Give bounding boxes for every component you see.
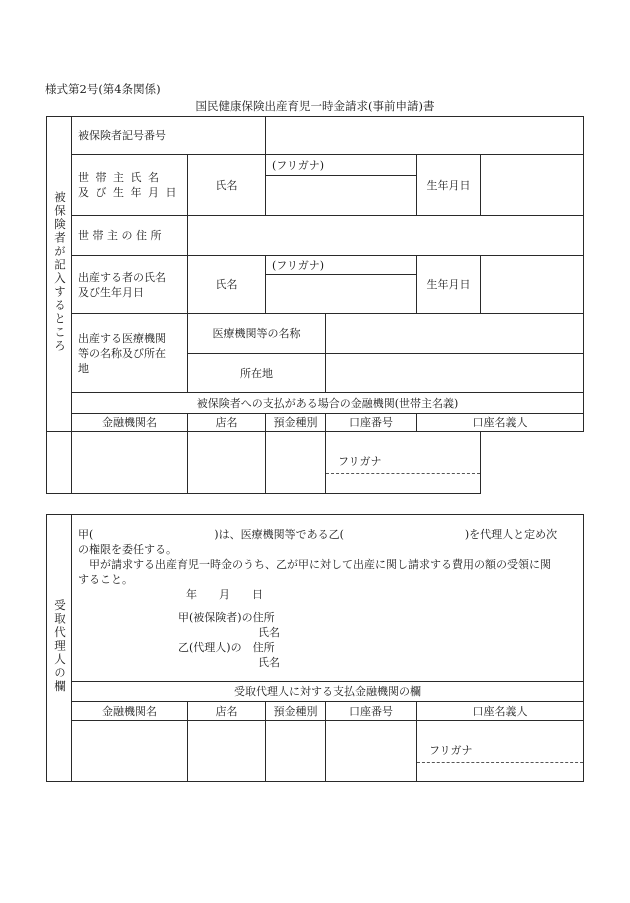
facility-address-label: 所在地 [188,354,326,393]
proxy-furigana-divider [417,762,583,763]
proxy-bank-col-name: 金融機関名 [72,702,188,721]
householder-label-line1: 世 帯 主 氏 名 [78,171,161,184]
facility-name-label: 医療機関等の名称 [188,314,326,354]
householder-birthdate-label: 生年月日 [417,155,481,216]
householder-name-label: 氏名 [188,155,266,216]
insured-number-label: 被保険者記号番号 [72,117,266,155]
delegation-line1: 甲( )は、医療機関等である乙( )を代理人と定め次 [78,527,558,541]
mother-birthdate-field[interactable] [481,256,584,314]
householder-name-birth-label [72,155,188,216]
facility-name-field[interactable] [326,314,584,354]
mother-label-line1: 出産する者の氏名 [78,270,166,284]
proxy-bank-account-holder-field[interactable] [417,721,584,782]
form-title: 国民健康保険出産育児一時金請求(事前申請)書 [195,99,435,113]
proxy-bank-col-deposit-type: 預金種別 [266,702,326,721]
proxy-bank-branch-field[interactable] [188,721,266,782]
party-b-name-label: 氏名 [258,655,280,669]
proxy-delegation-text [72,515,584,682]
bank-col-account-number: 口座番号 [326,414,417,432]
proxy-bank-col-account-holder: 口座名義人 [417,702,584,721]
proxy-section-table [46,514,584,782]
facility-label-line1: 出産する医療機関 [78,331,166,345]
mother-name-field[interactable] [266,275,417,314]
householder-name-field[interactable] [266,176,417,216]
mother-birthdate-label: 生年月日 [417,256,481,314]
householder-furigana-label: (フリガナ) [272,158,325,172]
householder-address-label: 世 帯 主 の 住 所 [72,216,188,256]
proxy-account-furigana-label: フリガナ [429,743,473,757]
form-number-label: 様式第2号(第4条関係) [45,82,161,96]
mother-furigana-field[interactable] [266,256,417,275]
householder-furigana-field[interactable] [266,155,417,176]
spacer [78,602,577,610]
bank-branch-field[interactable] [72,432,188,494]
mother-label-line2: 及び生年月日 [78,285,144,299]
insured-number-field[interactable] [266,117,584,155]
insured-side-label-cell [47,117,72,432]
bank-account-number-field[interactable] [266,432,326,494]
bank-col-name: 金融機関名 [72,414,188,432]
bank-deposit-type-field[interactable] [188,432,266,494]
bank-col-account-holder: 口座名義人 [417,414,584,432]
facility-label-line3: 地 [78,361,89,375]
proxy-bank-header: 受取代理人に対する支払金融機関の欄 [72,682,584,702]
bank-name-field[interactable] [47,432,72,494]
delegation-line3: 甲が請求する出産育児一時金のうち、乙が甲に対して出産に関し請求する費用の額の受領に関 [78,557,551,571]
delegation-line2: の権限を委任する。 [78,542,177,556]
facility-address-field[interactable] [326,354,584,393]
account-furigana-label: フリガナ [338,455,382,468]
mother-name-birth-label [72,256,188,314]
delegation-line4: すること。 [78,572,133,586]
bank-col-deposit-type: 預金種別 [266,414,326,432]
proxy-bank-deposit-type-field[interactable] [266,721,326,782]
proxy-bank-account-number-field[interactable] [326,721,417,782]
householder-label-line2: 及 び 生 年 月 日 [78,186,178,199]
party-b-address-label: 乙(代理人)の 住所 [178,640,275,654]
bank-account-holder-field[interactable] [326,432,481,494]
proxy-bank-col-account-number: 口座番号 [326,702,417,721]
bank-header: 被保険者への支払がある場合の金融機関(世帯主名義) [72,393,584,414]
householder-address-field[interactable] [188,216,584,256]
proxy-bank-name-field[interactable] [72,721,188,782]
party-a-name-label: 氏名 [258,625,280,639]
mother-name-label: 氏名 [188,256,266,314]
proxy-side-label: 受取代理人の欄 [53,598,67,694]
facility-label [72,314,188,393]
mother-furigana-label: (フリガナ) [272,258,325,272]
proxy-bank-col-branch: 店名 [188,702,266,721]
householder-birthdate-field[interactable] [481,155,584,216]
insured-side-label: 被保険者が記入するところ [53,191,67,353]
date-line: 年 月 日 [186,587,263,601]
proxy-side-label-cell [47,515,72,782]
party-a-address-label: 甲(被保険者)の住所 [178,610,275,624]
facility-label-line2: 等の名称及び所在 [78,346,166,360]
insured-section-table [46,116,584,494]
furigana-divider [326,473,480,474]
bank-col-branch: 店名 [188,414,266,432]
